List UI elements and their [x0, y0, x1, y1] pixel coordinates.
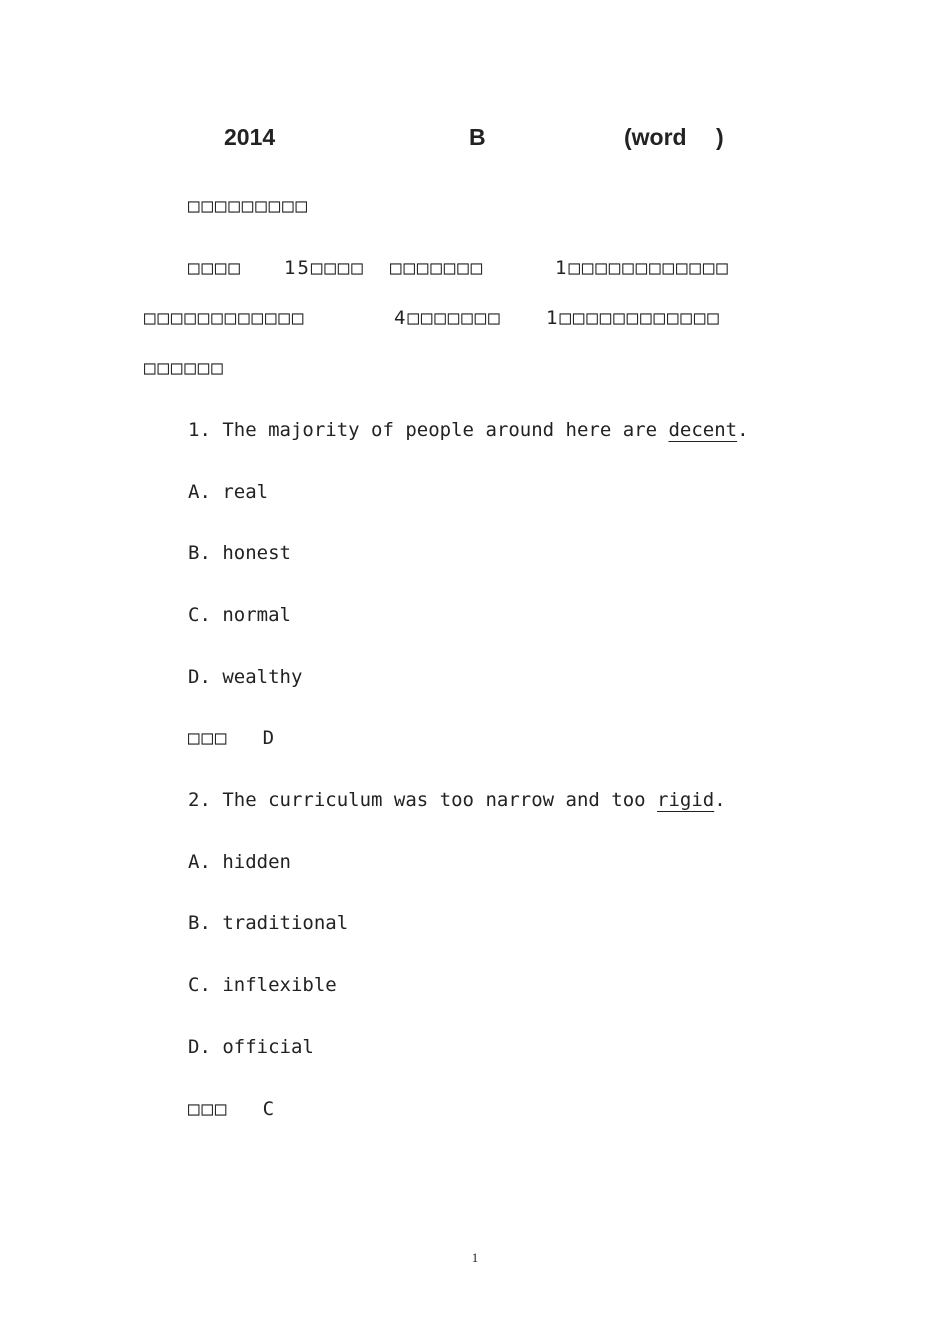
- section-heading: □□□□□□□□□: [188, 195, 309, 217]
- option-text: inflexible: [222, 974, 337, 996]
- option-d: [188, 665, 302, 689]
- stem-text: The curriculum was too narrow and too: [222, 789, 658, 811]
- option-a: [188, 480, 268, 504]
- answer-label: □□□: [188, 727, 229, 749]
- instruction-line1-part2: 15□□□□: [284, 257, 365, 279]
- option-b: [188, 911, 348, 935]
- instruction-line3: □□□□□□: [144, 357, 225, 379]
- option-letter: D.: [188, 1036, 211, 1058]
- instruction-line2-part2: 4□□□□□□□: [394, 307, 502, 329]
- underlined-word: decent: [668, 419, 738, 441]
- answer-label: □□□: [188, 1098, 229, 1120]
- option-letter: C.: [188, 604, 211, 626]
- document-title: [0, 124, 950, 156]
- option-b: [188, 541, 291, 565]
- option-text: hidden: [222, 851, 291, 873]
- title-close: ): [716, 124, 724, 150]
- instruction-line1-part1: □□□□: [188, 257, 242, 279]
- title-format: (word: [624, 124, 687, 150]
- option-text: honest: [222, 542, 291, 564]
- option-text: traditional: [222, 912, 349, 934]
- question-number: 2.: [188, 789, 211, 811]
- option-letter: B.: [188, 542, 211, 564]
- option-letter: A.: [188, 481, 211, 503]
- title-level: B: [469, 124, 486, 150]
- answer-line: [188, 726, 274, 750]
- option-text: official: [222, 1036, 314, 1058]
- option-letter: B.: [188, 912, 211, 934]
- question-stem: [188, 418, 749, 442]
- option-text: wealthy: [222, 666, 303, 688]
- option-c: [188, 603, 291, 627]
- question-number: 1.: [188, 419, 211, 441]
- title-year: 2014: [224, 124, 276, 150]
- underlined-word: rigid: [657, 789, 715, 811]
- instruction-line2-part3: 1□□□□□□□□□□□□: [546, 307, 721, 329]
- stem-end: .: [737, 419, 749, 441]
- option-a: [188, 850, 291, 874]
- question-stem: [188, 788, 726, 812]
- option-letter: D.: [188, 666, 211, 688]
- stem-text: The majority of people around here are: [222, 419, 669, 441]
- option-text: real: [222, 481, 269, 503]
- instruction-line1-part4: 1□□□□□□□□□□□□: [555, 257, 730, 279]
- option-letter: A.: [188, 851, 211, 873]
- instruction-line2-part1: □□□□□□□□□□□□: [144, 307, 306, 329]
- option-text: normal: [222, 604, 291, 626]
- answer-value: D: [262, 727, 275, 749]
- option-letter: C.: [188, 974, 211, 996]
- option-c: [188, 973, 337, 997]
- answer-line: [188, 1097, 274, 1121]
- stem-end: .: [714, 789, 726, 811]
- answer-value: C: [262, 1098, 275, 1120]
- option-d: [188, 1035, 314, 1059]
- page-number: 1: [471, 1250, 479, 1265]
- instruction-line1-part3: □□□□□□□: [390, 257, 485, 279]
